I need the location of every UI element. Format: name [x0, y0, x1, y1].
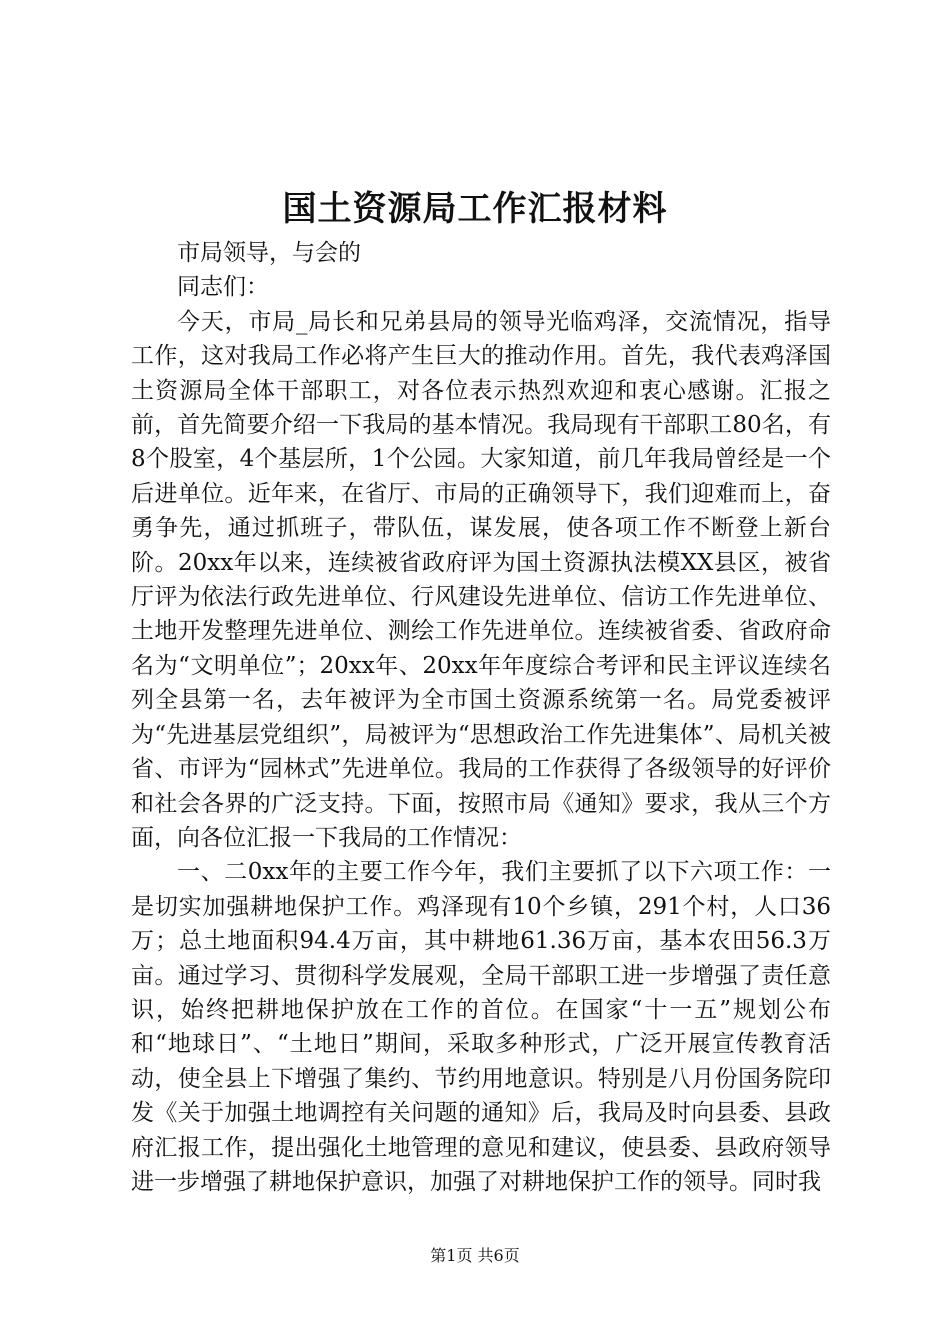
paragraph-introduction: 今天，市局_局长和兄弟县局的领导光临鸡泽，交流情况，指导工作，这对我局工作必将产生巨大的推动作用。首先，我代表鸡泽国土资源局全体干部职工，对各位表示热烈欢迎和衷心感谢。汇报之前，首先简要介绍一下我局的基本情况。我局现有干部职工80名，有8个股室，4个基层所，1个公园。大家知道，前几年我局曾经是一个后进单位。近年来，在省厅、市局的正确领导下，我们迎难而上，奋勇争先，通过抓班子，带队伍，谋发展，使各项工作不断登上新台阶。20xx年以来，连续被省政府评为国土资源执法模XX县区，被省厅评为依法行政先进单位、行风建设先进单位、信访工作先进单位、土地开发整理先进单位、测绘工作先进单位。连续被省委、省政府命名为“文明单位”；20xx年、20xx年年度综合考评和民主评议连续名列全县第一名，去年被评为全市国土资源系统第一名。局党委被评为“先进基层党组织”，局被评为“思想政治工作先进集体”、局机关被省、市评为“园林式”先进单位。我局的工作获得了各级领导的好评价和社会各界的广泛支持。下面，按照市局《通知》要求，我从三个方面，向各位汇报一下我局的工作情况：: [131, 308, 831, 851]
paragraph-main-work: 一、二0xx年的主要工作今年，我们主要抓了以下六项工作：一是切实加强耕地保护工作。鸡泽现有10个乡镇，291个村，人口36万；总土地面积94.4万亩，其中耕地61.36万亩，基本农田56.3万亩。通过学习、贯彻科学发展观，全局干部职工进一步增强了责任意识，始终把耕地保护放在工作的首位。在国家“十一五”规划公布和“地球日”、“土地日”期间，采取多种形式，广泛开展宣传教育活动，使全县上下增强了集约、节约用地意识。特别是八月份国务院印发《关于加强土地调控有关问题的通知》后，我局及时向县委、县政府汇报工作，提出强化土地管理的意见和建议，使县委、县政府领导进一步增强了耕地保护意识，加强了对耕地保护工作的领导。同时我: [131, 859, 831, 1195]
salutation-line-1: 市局领导，与会的: [177, 240, 361, 266]
salutation-line-2: 同志们：: [177, 274, 269, 301]
document-title: 国土资源局工作汇报材料: [282, 189, 668, 229]
page-number-footer: 第1页 共6页: [430, 1246, 520, 1265]
document-body: [131, 236, 831, 1199]
